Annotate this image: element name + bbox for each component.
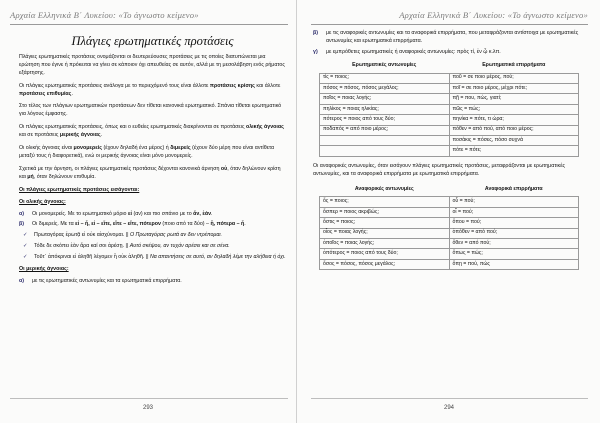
table-cell: ποῦ = σε ποιο μέρος, πού;	[449, 73, 579, 83]
relatives-table	[319, 184, 579, 271]
page-number-left: 293	[142, 405, 153, 411]
check-icon: ✓	[23, 243, 28, 250]
paragraph-mono-bi: Οι ολικής άγνοιας είναι μονομερείς (έχουν δηλαδή ένα μέρος) ή διμερείς (έχουν δύο μέρη που είναι αντίθετα μεταξύ τους ή διαφορετικά), ενώ οι μερικής άγνοιας είναι μόνο μονομερείς.	[19, 145, 275, 159]
table-cell: ὅσπερ = ποιος ακριβώς;	[320, 207, 450, 217]
left-page	[0, 0, 297, 423]
footer-rule-left	[10, 398, 288, 399]
table-cell	[320, 135, 450, 145]
table-row	[320, 218, 579, 228]
list-label: γ)	[313, 48, 318, 55]
table-cell: ὅπως = πώς;	[449, 249, 579, 259]
example-3: ✓ Τοῦτ᾽ ἀπόκριναι εἰ ἀληθῆ λέγομεν ἢ οὐκ ἀληθῆ. || Να απαντήσεις σε αυτό, αν δηλαδή λέμε την αλήθεια ή όχι.	[23, 254, 286, 261]
paragraph-relatives-translation: Οι αναφορικές αντωνυμίες, όταν εισάγουν πλάγιες ερωτηματικές προτάσεις, μεταφράζονται με ερωτηματικές αντωνυμίες, και τα αναφορικά επιρρήματα με ερωτηματικά επιρρήματα.	[313, 162, 566, 177]
table-cell: πόσος = πόσος, πόσος μεγάλος;	[320, 84, 450, 94]
check-icon: ✓	[23, 254, 28, 261]
table-row	[320, 73, 579, 83]
table-cell: ποῖος = ποιας λογής;	[320, 94, 450, 104]
list-label: α)	[19, 277, 25, 284]
table-cell: οἷ = πού;	[449, 207, 579, 217]
page-title: Πλάγιες ερωτηματικές προτάσεις	[71, 34, 234, 48]
paragraph-content-types: Οι πλάγιες ερωτηματικές προτάσεις ανάλογα με το περιεχόμενό τους είναι άλλοτε προτάσεις κρίσης και άλλοτε προτάσεις επιθυμίας.	[19, 82, 281, 97]
table-row	[320, 249, 579, 259]
table-cell: πῇ = που, πώς, γιατί;	[449, 94, 579, 104]
list-label: β)	[313, 30, 318, 36]
table-row	[320, 146, 579, 156]
table-cell: ὅσος = πόσος, πόσος μεγάλος;	[320, 259, 450, 269]
table-row	[320, 135, 579, 145]
page-number-right: 294	[443, 405, 454, 411]
list-label: α)	[19, 210, 25, 217]
table-cell: ὁποῖος = ποιας λογής;	[320, 239, 450, 249]
header-rule-left	[10, 24, 288, 25]
table-cell: πότε = πότε;	[449, 146, 579, 156]
table-row	[320, 197, 579, 207]
example-2: ✓ Τόδε δε σκόπει ἐὰν ἄρα καί σοι ἀρέσῃ. || Αυτό σκέψου, αν τυχόν αρέσει και σε σένα.	[23, 243, 230, 250]
check-icon: ✓	[23, 232, 28, 239]
right-page	[299, 0, 600, 423]
list-item-dimeric: β) Οι διμερείς. Με τα εἰ – ἤ, εἰ – εἴτε, εἴτε – εἴτε, πότερον (ποιο από τα δύο) – ἤ, πότερα – ἤ.	[19, 221, 246, 228]
interrogatives-table	[319, 60, 579, 157]
table-cell: ὁπόθεν = από πού;	[449, 228, 579, 238]
table-cell: πόθεν = από πού, από ποιο μέρος;	[449, 125, 579, 135]
table-cell: ὅπῃ = πού, πώς	[449, 259, 579, 269]
table-row	[320, 125, 579, 135]
table-header-row	[320, 60, 579, 73]
column-header: Αναφορικά επιρρήματα	[484, 185, 543, 192]
heading-partial-ignorance: Οι μερικής άγνοιας:	[19, 266, 69, 273]
table-cell: ποδαπός = από ποιο μέρος;	[320, 125, 450, 135]
table-row	[320, 207, 579, 217]
table-row	[320, 228, 579, 238]
list-item-relatives: β) με τις αναφορικές αντωνυμίες και τα αναφορικά επιρρήματα, που μεταφράζονται αντίστοιχα με ερωτηματικές αντωνυμίες και ερωτηματικά επιρρήματα.	[313, 30, 579, 44]
paragraph-ignorance-types: Οι πλάγιες ερωτηματικές προτάσεις, όπως και ο ευθείες ερωτηματικές διακρίνονται σε προτάσεις ολικής άγνοιας και σε προτάσεις μερικής άγνοιας.	[19, 124, 284, 139]
table-cell: οὗ = πού;	[449, 197, 579, 207]
table-row	[320, 84, 579, 94]
list-item-prepositional: γ) με εμπρόθετες ερωτηματικές ή αναφορικές αντωνυμίες: πρὸς τί, ἐν ᾧ κ.λπ.	[313, 48, 501, 55]
table-cell	[320, 146, 450, 156]
paragraph-negation: Σχετικά με την άρνηση, οι πλάγιες ερωτηματικές προτάσεις δέχονται κανονικά άρνηση οὐ, όταν δηλώνουν κρίση και μή, όταν δηλώνουν επιθυμία.	[19, 165, 281, 180]
table-cell: ποῖ = σε ποιο μέρος, μέχρι πότε;	[449, 84, 579, 94]
right-page-body	[313, 30, 588, 276]
table-cell: ὅς = ποιος;	[320, 197, 450, 207]
column-header: Ερωτηματικά επιρρήματα	[482, 61, 546, 68]
table-row	[320, 94, 579, 104]
table-cell: ὁπότερος = ποιος από τους δύο;	[320, 249, 450, 259]
table-row	[320, 104, 579, 114]
footer-rule-right	[311, 398, 588, 399]
running-head-left: Αρχαία Ελληνικά Β΄ Λυκείου: «Το άγνωστο κείμενο»	[10, 10, 199, 20]
table-row	[320, 259, 579, 269]
table-cell: πῶς = πώς;	[449, 104, 579, 114]
paragraph-question-mark: Στο τέλος των πλάγιων ερωτηματικών προτάσεων δεν τίθεται κανονικά ερωτηματικό. Σπάνια τίθεται ερωτηματικό για λόγους έμφασης.	[19, 103, 282, 118]
header-rule-right	[311, 24, 588, 25]
table-row	[320, 115, 579, 125]
table-cell: πηλίκος = ποιας ηλικίας;	[320, 104, 450, 114]
heading-total-ignorance: Οι ολικής άγνοιας:	[19, 198, 66, 205]
table-cell: πηνίκα = πότε, τι ώρα;	[449, 115, 579, 125]
list-item-interrogatives: α) με τις ερωτηματικές αντωνυμίες και τα ερωτηματικά επιρρήματα.	[19, 277, 182, 284]
heading-introduced-by: Οι πλάγιες ερωτηματικές προτάσεις εισάγονται:	[19, 186, 140, 193]
table-row	[320, 239, 579, 249]
table-cell: ποσάκις = πόσες, πόσο συχνά	[449, 135, 579, 145]
list-label: β)	[19, 221, 24, 228]
example-1: ✓ Πρωταγόρας ἐρωτᾷ εἰ οὐκ αἰσχύνομαι. || Ο Πρωταγόρας ρωτά αν δεν ντρέπομαι.	[23, 232, 223, 239]
column-header: Ερωτηματικές αντωνυμίες	[352, 61, 417, 68]
table-cell: ὅθεν = από πού;	[449, 239, 579, 249]
list-item-monomeric: α) Οι μονομερείς. Με το ερωτηματικό μόριο εἰ (αν) και πιο σπάνιο με το ἄν, ἐάν.	[19, 210, 213, 217]
running-head-right: Αρχαία Ελληνικά Β΄ Λυκείου: «Το άγνωστο κείμενο»	[399, 10, 588, 20]
table-header-row	[320, 184, 579, 197]
table-cell: πότερος = ποιος από τους δύο;	[320, 115, 450, 125]
table-cell: τίς = ποιος;	[320, 73, 450, 83]
table-cell: ὅστις = ποιος;	[320, 218, 450, 228]
table-cell: οἷος = ποιας λογής;	[320, 228, 450, 238]
column-header: Αναφορικές αντωνυμίες	[354, 185, 414, 192]
table-cell: ὅπου = πού;	[449, 218, 579, 228]
paragraph-definition: Πλάγιες ερωτηματικές προτάσεις ονομάζονται οι δευτερεύουσες προτάσεις με τις οποίες διατυπώνεται μια ερώτηση που έγινε ή πρόκειται να γίνει σε κάποιον όχι απευθείας σε αυτόν, αλλά με τη μεσολάβηση ενός ρήματος εξάρτησης.	[19, 53, 285, 76]
left-page-body	[19, 30, 286, 289]
